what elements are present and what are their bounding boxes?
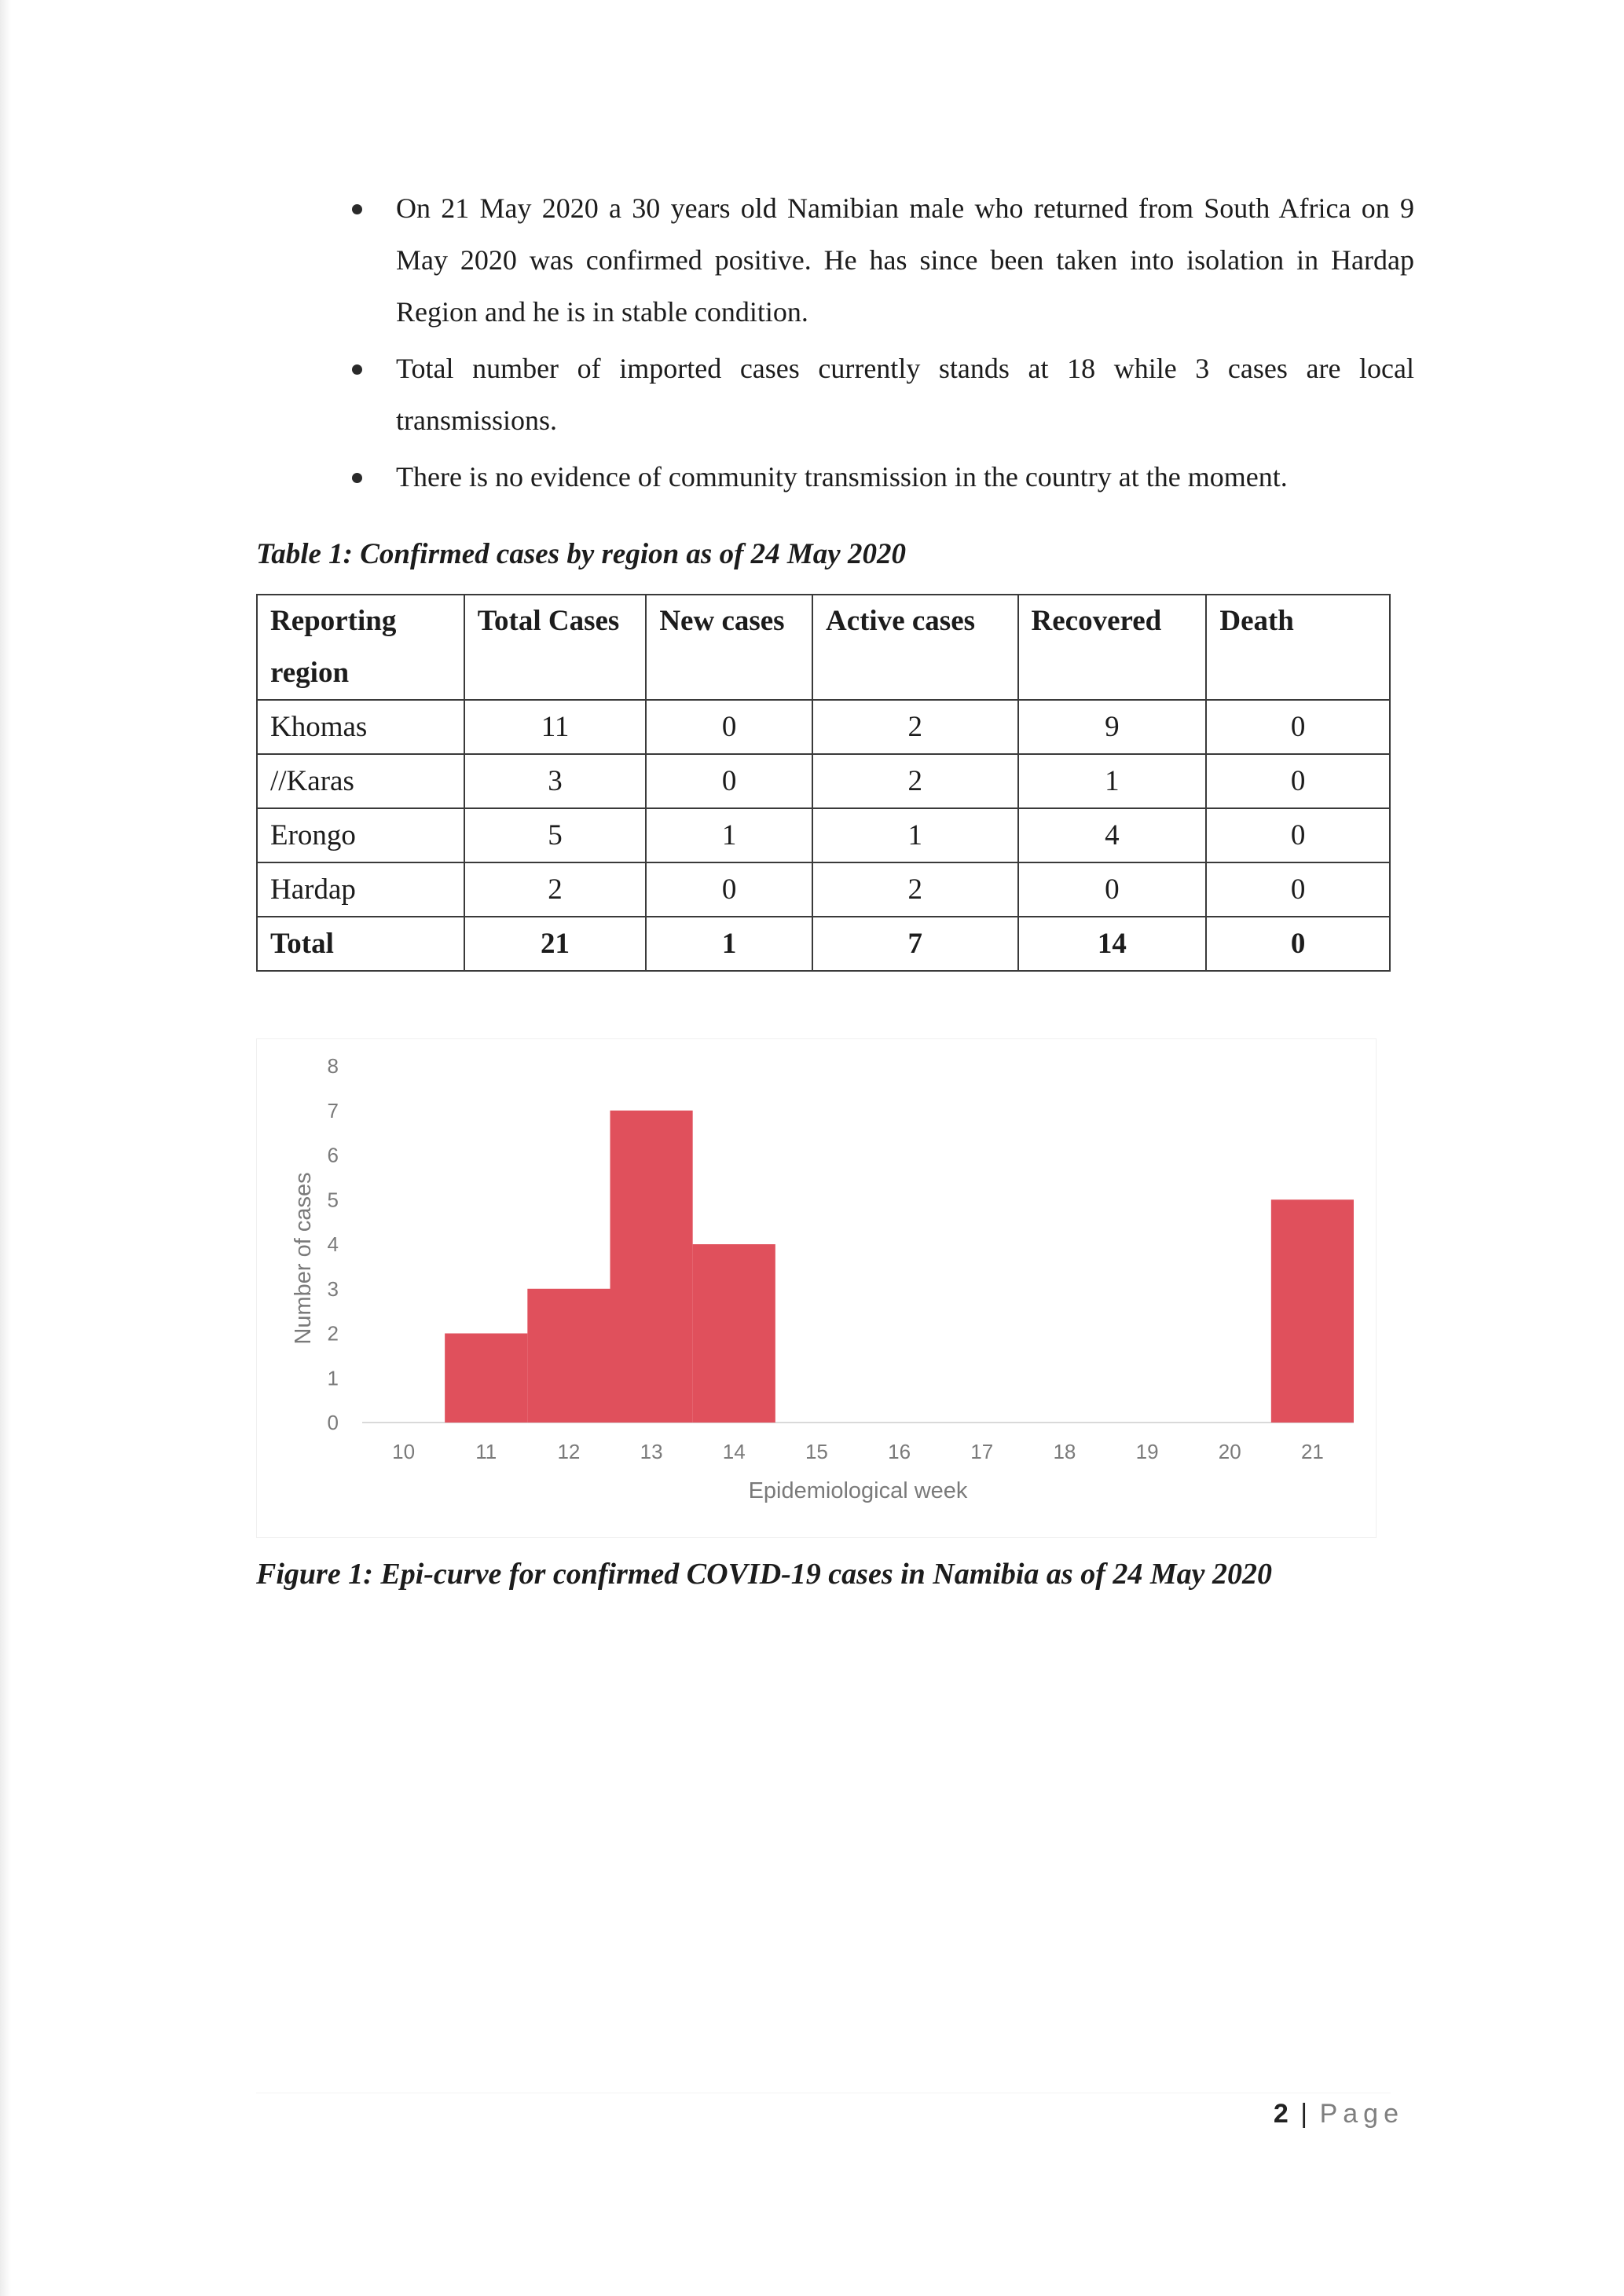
y-tick-label: 8 xyxy=(327,1054,339,1078)
column-header: Recovered xyxy=(1018,595,1207,700)
table-row xyxy=(257,862,1390,917)
page-number: 2 xyxy=(1273,2099,1289,2129)
column-header: Reporting region xyxy=(257,595,464,700)
bar-week-21 xyxy=(1271,1199,1354,1423)
column-header: Total Cases xyxy=(464,595,647,700)
bullet-dot-icon xyxy=(352,364,362,375)
table-row xyxy=(257,808,1390,862)
table-cell: 0 xyxy=(1206,862,1390,917)
bullet-dot-icon xyxy=(352,204,362,214)
bullet-dot-icon xyxy=(352,473,362,483)
x-tick-label: 15 xyxy=(805,1440,828,1463)
table-cell: 7 xyxy=(812,917,1018,971)
x-tick-label: 20 xyxy=(1218,1440,1241,1463)
bullet-text: There is no evidence of community transmission in the country at the moment. xyxy=(396,461,1288,493)
cases-by-region-table xyxy=(256,594,1391,972)
x-tick-label: 10 xyxy=(392,1440,416,1463)
page-label: Page xyxy=(1319,2099,1404,2129)
bar-week-14 xyxy=(693,1244,775,1423)
table-cell: 5 xyxy=(464,808,647,862)
x-tick-label: 19 xyxy=(1135,1440,1159,1463)
table-cell: Hardap xyxy=(257,862,464,917)
x-tick-label: 17 xyxy=(970,1440,994,1463)
bullet-text: Total number of imported cases currently stands at 18 while 3 cases are local transmissions. xyxy=(396,353,1414,436)
table-cell: 0 xyxy=(646,700,812,754)
table-caption: Table 1: Confirmed cases by region as of 24 May 2020 xyxy=(256,538,906,570)
bullet-list xyxy=(346,182,1414,507)
x-tick-label: 12 xyxy=(557,1440,581,1463)
x-tick-label: 18 xyxy=(1053,1440,1076,1463)
bar-week-13 xyxy=(610,1111,693,1423)
x-tick-label: 16 xyxy=(888,1440,911,1463)
y-tick-label: 0 xyxy=(327,1411,339,1434)
x-tick-label: 13 xyxy=(640,1440,663,1463)
bullet-item xyxy=(346,342,1414,446)
table-cell: 0 xyxy=(1206,808,1390,862)
bullet-item xyxy=(346,182,1414,338)
table-cell: 4 xyxy=(1018,808,1207,862)
bullet-text: On 21 May 2020 a 30 years old Namibian male who returned from South Africa on 9 May 2020 was confirmed positive. He has since been taken into isolation in Hardap Region and he is in stable condition. xyxy=(396,192,1414,328)
table-cell: Total xyxy=(257,917,464,971)
table-cell: Erongo xyxy=(257,808,464,862)
table-row xyxy=(257,700,1390,754)
x-tick-label: 14 xyxy=(722,1440,746,1463)
table-cell: 9 xyxy=(1018,700,1207,754)
column-header: Active cases xyxy=(812,595,1018,700)
y-axis-title: Number of cases xyxy=(291,1172,316,1345)
table-cell: 0 xyxy=(646,754,812,808)
table-cell: 0 xyxy=(1018,862,1207,917)
epi-curve-chart xyxy=(256,1038,1377,1538)
table-cell: 0 xyxy=(1206,917,1390,971)
table-cell: 0 xyxy=(646,862,812,917)
table-cell: 1 xyxy=(646,917,812,971)
bar-week-11 xyxy=(445,1334,527,1423)
column-header: Death xyxy=(1206,595,1390,700)
y-tick-label: 7 xyxy=(327,1098,339,1122)
table-cell: 2 xyxy=(812,754,1018,808)
y-tick-label: 3 xyxy=(327,1276,339,1301)
column-header: New cases xyxy=(646,595,812,700)
chart-canvas xyxy=(257,1039,1376,1537)
table-row xyxy=(257,754,1390,808)
footer-separator: | xyxy=(1300,2099,1308,2129)
table-cell: Khomas xyxy=(257,700,464,754)
y-tick-label: 4 xyxy=(327,1232,339,1256)
table-cell: 0 xyxy=(1206,700,1390,754)
table-cell: //Karas xyxy=(257,754,464,808)
table-total-row xyxy=(257,917,1390,971)
table-cell: 2 xyxy=(812,862,1018,917)
x-tick-label: 21 xyxy=(1300,1440,1324,1463)
y-tick-label: 1 xyxy=(327,1366,339,1390)
table-cell: 1 xyxy=(646,808,812,862)
y-tick-label: 2 xyxy=(327,1321,339,1346)
table-header-row xyxy=(257,595,1390,700)
x-axis-title: Epidemiological week xyxy=(748,1478,968,1503)
page-footer xyxy=(1274,2099,1404,2129)
figure-caption: Figure 1: Epi-curve for confirmed COVID-19 cases in Namibia as of 24 May 2020 xyxy=(256,1558,1273,1591)
table-cell: 1 xyxy=(1018,754,1207,808)
table-cell: 11 xyxy=(464,700,647,754)
table-cell: 0 xyxy=(1206,754,1390,808)
y-tick-label: 6 xyxy=(327,1143,339,1167)
table-cell: 2 xyxy=(812,700,1018,754)
table-cell: 1 xyxy=(812,808,1018,862)
bar-week-12 xyxy=(527,1289,610,1423)
scan-page-edge xyxy=(0,0,11,2296)
table-cell: 21 xyxy=(464,917,647,971)
table-cell: 3 xyxy=(464,754,647,808)
x-tick-label: 11 xyxy=(475,1440,497,1463)
y-tick-label: 5 xyxy=(327,1188,339,1212)
table-cell: 14 xyxy=(1018,917,1207,971)
table-cell: 2 xyxy=(464,862,647,917)
bullet-item xyxy=(346,451,1414,503)
